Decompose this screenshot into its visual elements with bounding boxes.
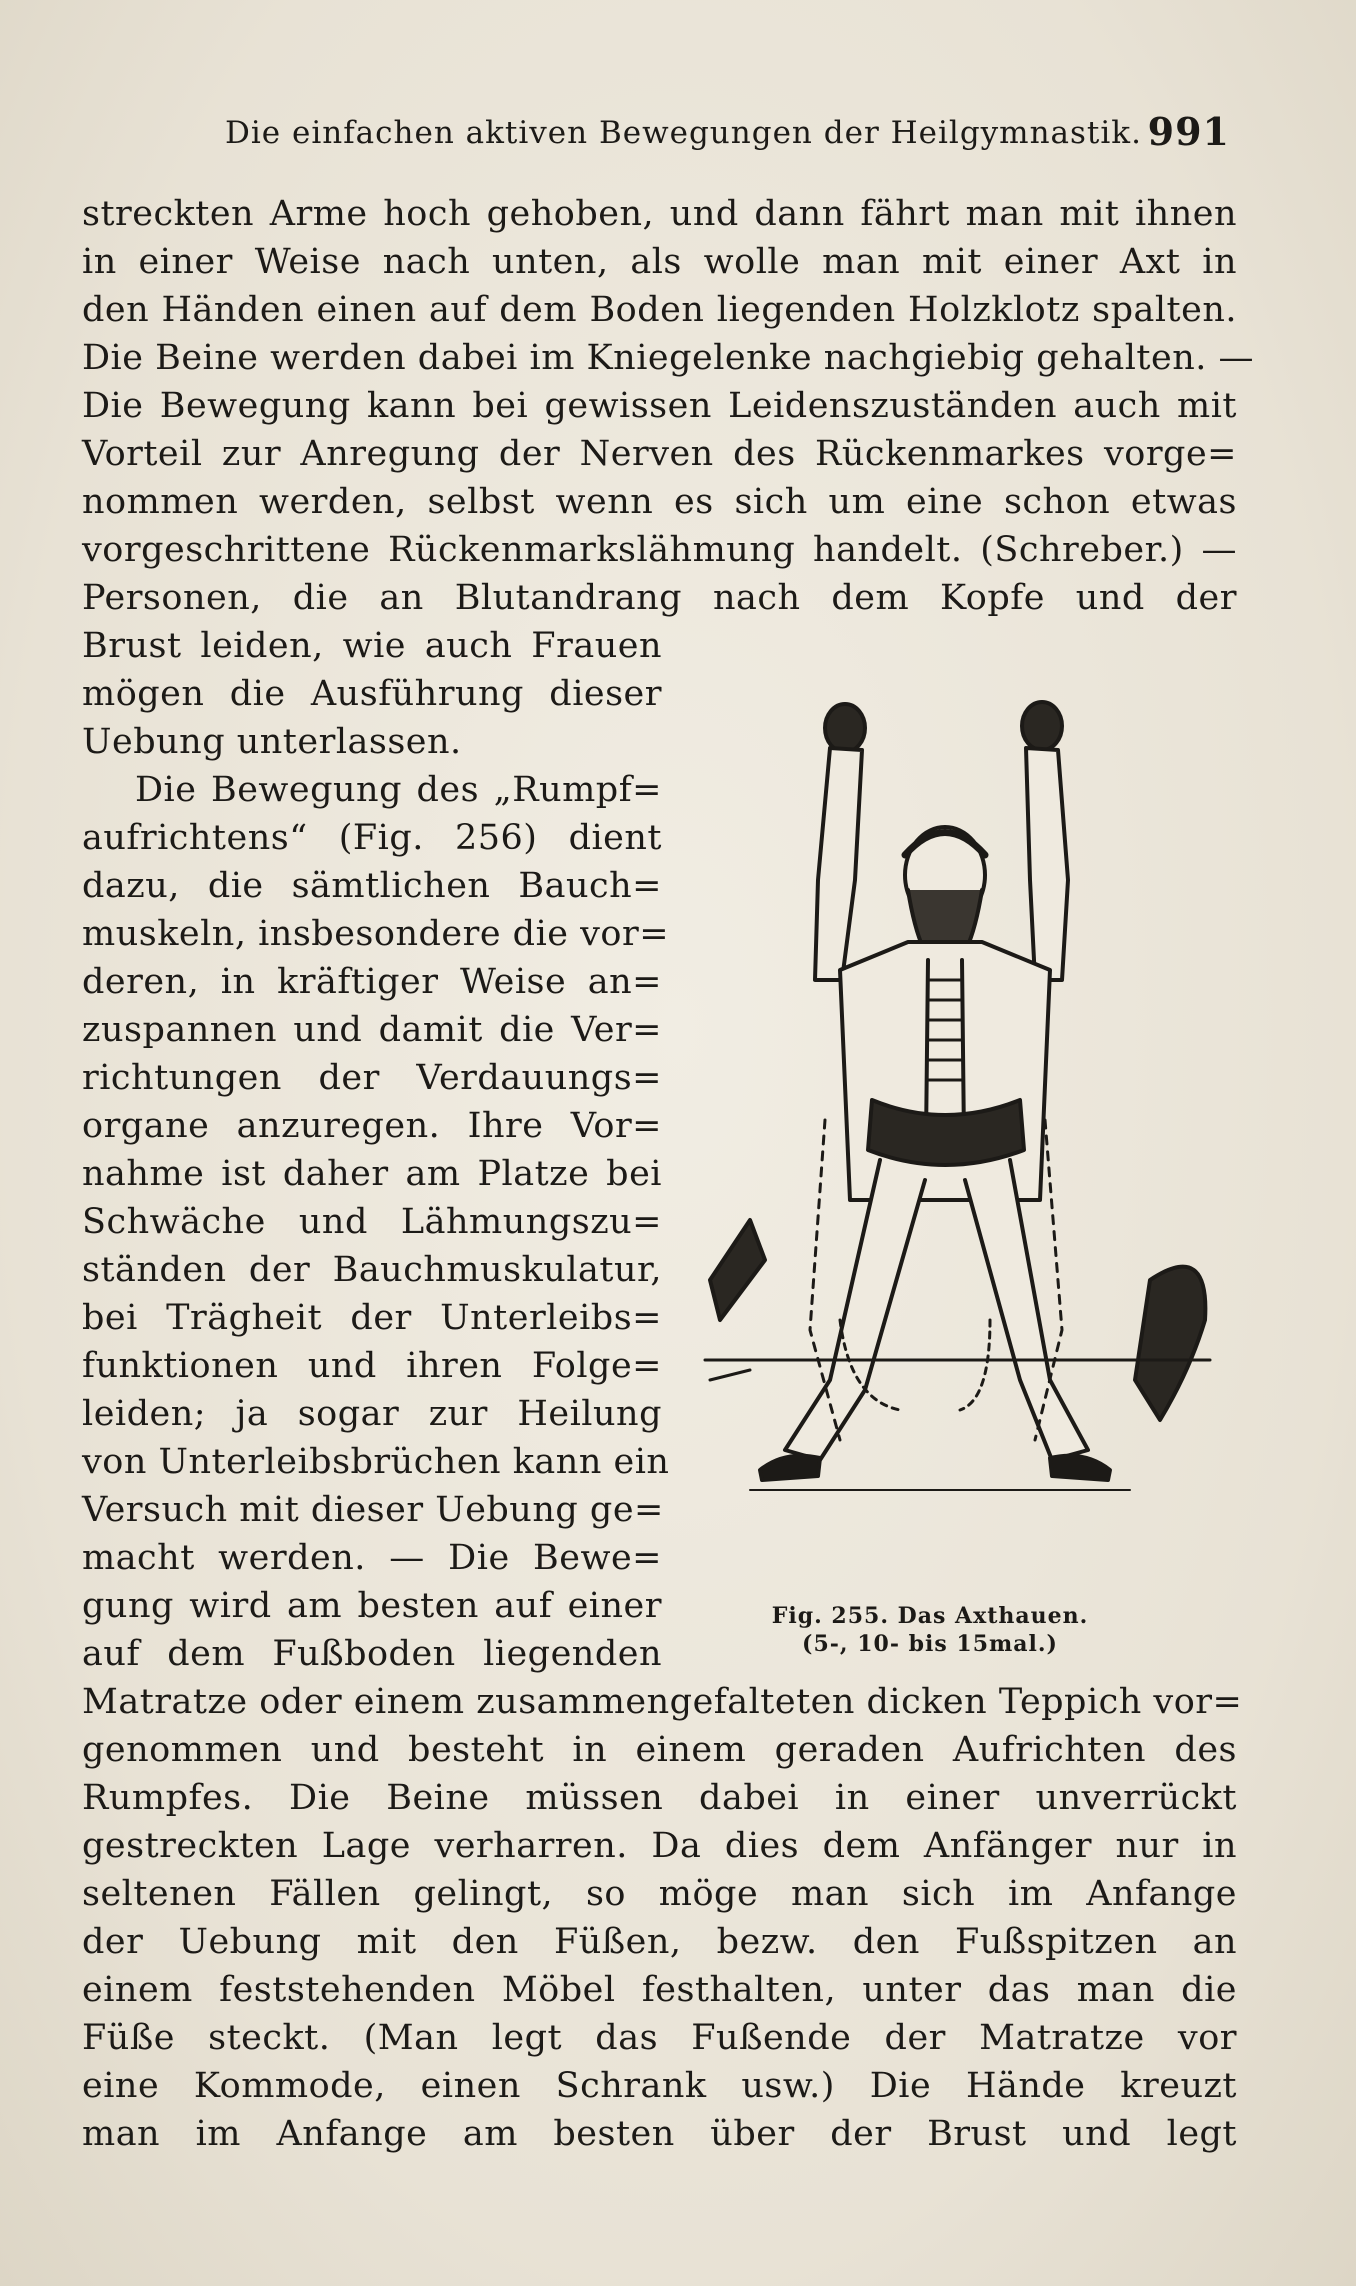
text-line: man im Anfange am besten über der Brust und legt (82, 2114, 1237, 2154)
text-line: in einer Weise nach unten, als wolle man mit einer Axt in (82, 242, 1237, 282)
text-line: aufrichtens“ (Fig. 256) dient (82, 818, 662, 858)
text-line: gestreckten Lage verharren. Da dies dem Anfänger nur in (82, 1826, 1237, 1866)
text-line: einem feststehenden Möbel festhalten, unter das man die (82, 1970, 1237, 2010)
text-line: Brust leiden, wie auch Frauen (82, 626, 662, 666)
text-line: zuspannen und damit die Ver= (82, 1010, 662, 1050)
running-title: Die einfachen aktiven Bewegungen der Heilgymnastik. (225, 115, 1142, 151)
text-line: Matratze oder einem zusammengefalteten dicken Teppich vor= (82, 1682, 1243, 1722)
running-header (225, 105, 1230, 161)
text-line: deren, in kräftiger Weise an= (82, 962, 662, 1002)
text-line: dazu, die sämtlichen Bauch= (82, 866, 662, 906)
text-line: funktionen und ihren Folge= (82, 1346, 662, 1386)
text-line: macht werden. — Die Bewe= (82, 1538, 662, 1578)
text-line: Vorteil zur Anregung der Nerven des Rückenmarkes vorge= (82, 434, 1237, 474)
text-line: mögen die Ausführung dieser (82, 674, 662, 714)
text-line: auf dem Fußboden liegenden (82, 1634, 662, 1674)
text-line: leiden; ja sogar zur Heilung (82, 1394, 662, 1434)
text-line: gung wird am besten auf einer (82, 1586, 662, 1626)
text-line: organe anzuregen. Ihre Vor= (82, 1106, 662, 1146)
text-line: bei Trägheit der Unterleibs= (82, 1298, 662, 1338)
figure-axe-chopping (690, 680, 1230, 1600)
text-line: Die Bewegung kann bei gewissen Leidenszuständen auch mit (82, 386, 1237, 426)
text-line: seltenen Fällen gelingt, so möge man sich im Anfange (82, 1874, 1237, 1914)
text-line: streckten Arme hoch gehoben, und dann fährt man mit ihnen (82, 194, 1237, 234)
text-line: ständen der Bauchmuskulatur, (82, 1250, 662, 1290)
axe-chopping-illustration (690, 680, 1230, 1600)
text-line: nahme ist daher am Platze bei (82, 1154, 662, 1194)
text-line: nommen werden, selbst wenn es sich um eine schon etwas (82, 482, 1237, 522)
text-line: Rumpfes. Die Beine müssen dabei in einer unverrückt (82, 1778, 1237, 1818)
text-line: von Unterleibsbrüchen kann ein (82, 1442, 670, 1482)
text-line: den Händen einen auf dem Boden liegenden Holzklotz spalten. (82, 290, 1237, 330)
page-number: 991 (1147, 109, 1230, 154)
text-line: Die Bewegung des „Rumpf= (135, 770, 662, 810)
text-line: muskeln, insbesondere die vor= (82, 914, 670, 954)
text-line: richtungen der Verdauungs= (82, 1058, 662, 1098)
caption-title: Fig. 255. Das Axthauen. (771, 1603, 1089, 1629)
text-line: eine Kommode, einen Schrank usw.) Die Hände kreuzt (82, 2066, 1237, 2106)
text-line: Schwäche und Lähmungszu= (82, 1202, 662, 1242)
text-line: Füße steckt. (Man legt das Fußende der Matratze vor (82, 2018, 1237, 2058)
text-line: Versuch mit dieser Uebung ge= (82, 1490, 664, 1530)
text-line: Personen, die an Blutandrang nach dem Kopfe und der (82, 578, 1237, 618)
caption-repetitions: (5-, 10- bis 15mal.) (802, 1631, 1058, 1657)
figure-caption (650, 1602, 1210, 1658)
text-line: der Uebung mit den Füßen, bezw. den Fußspitzen an (82, 1922, 1237, 1962)
text-line: Die Beine werden dabei im Kniegelenke nachgiebig gehalten. — (82, 338, 1254, 378)
text-line: Uebung unterlassen. (82, 722, 462, 762)
text-line: vorgeschrittene Rückenmarkslähmung handelt. (Schreber.) — (82, 530, 1237, 570)
text-line: genommen und besteht in einem geraden Aufrichten des (82, 1730, 1237, 1770)
